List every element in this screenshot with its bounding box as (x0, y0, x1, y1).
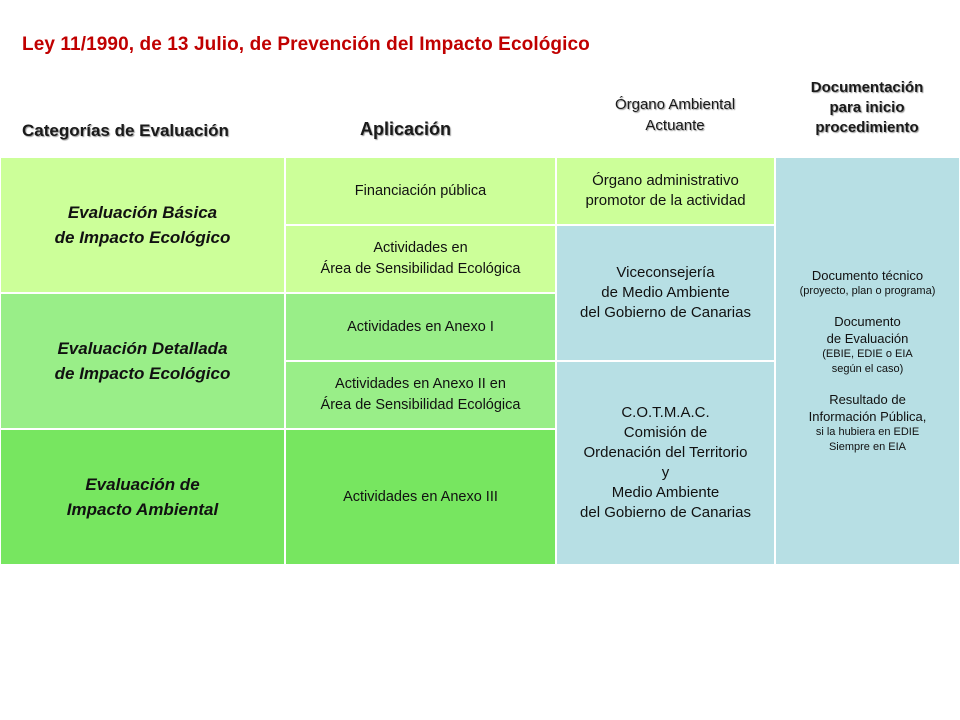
doc-informacion-title: Resultado de Información Pública, (808, 392, 927, 424)
application-anexo-ii: Actividades en Anexo II en Área de Sensibilidad Ecológica (285, 361, 556, 429)
header-aplicacion: Aplicación (360, 119, 452, 139)
category-ambiental: Evaluación de Impacto Ambiental (0, 429, 285, 565)
header-categorias: Categorías de Evaluación (22, 121, 229, 140)
organ-cotmac: C.O.T.M.A.C. Comisión de Ordenación del Territorio y Medio Ambiente del Gobierno de Canarias (556, 361, 775, 565)
doc-tecnico-note: (proyecto, plan o programa) (799, 285, 936, 297)
application-financiacion: Financiación pública (285, 157, 556, 225)
doc-evaluacion-title: Documento de Evaluación (826, 314, 909, 346)
doc-evaluacion-note: (EBIE, EDIE o EIA según el caso) (822, 348, 913, 375)
application-anexo-i: Actividades en Anexo I (285, 293, 556, 361)
doc-informacion-note: si la hubiera en EDIE Siempre en EIA (815, 426, 920, 453)
category-detallada: Evaluación Detallada de Impacto Ecológico (0, 293, 285, 429)
category-basica: Evaluación Básica de Impacto Ecológico (0, 157, 285, 293)
organ-viceconsejeria: Viceconsejería de Medio Ambiente del Gobierno de Canarias (556, 225, 775, 361)
organ-promotor: Órgano administrativo promotor de la actividad (556, 157, 775, 225)
application-area-sensibilidad: Actividades en Área de Sensibilidad Ecológica (285, 225, 556, 293)
header-organo: Órgano Ambiental Actuante (614, 96, 736, 134)
application-anexo-iii: Actividades en Anexo III (285, 429, 556, 565)
header-documentacion: Documentación para inicio procedimiento (810, 79, 924, 136)
doc-tecnico-title: Documento técnico (811, 268, 924, 283)
documentation-cell (775, 157, 960, 565)
page-title: Ley 11/1990, de 13 Julio, de Prevención del Impacto Ecológico (22, 34, 590, 55)
